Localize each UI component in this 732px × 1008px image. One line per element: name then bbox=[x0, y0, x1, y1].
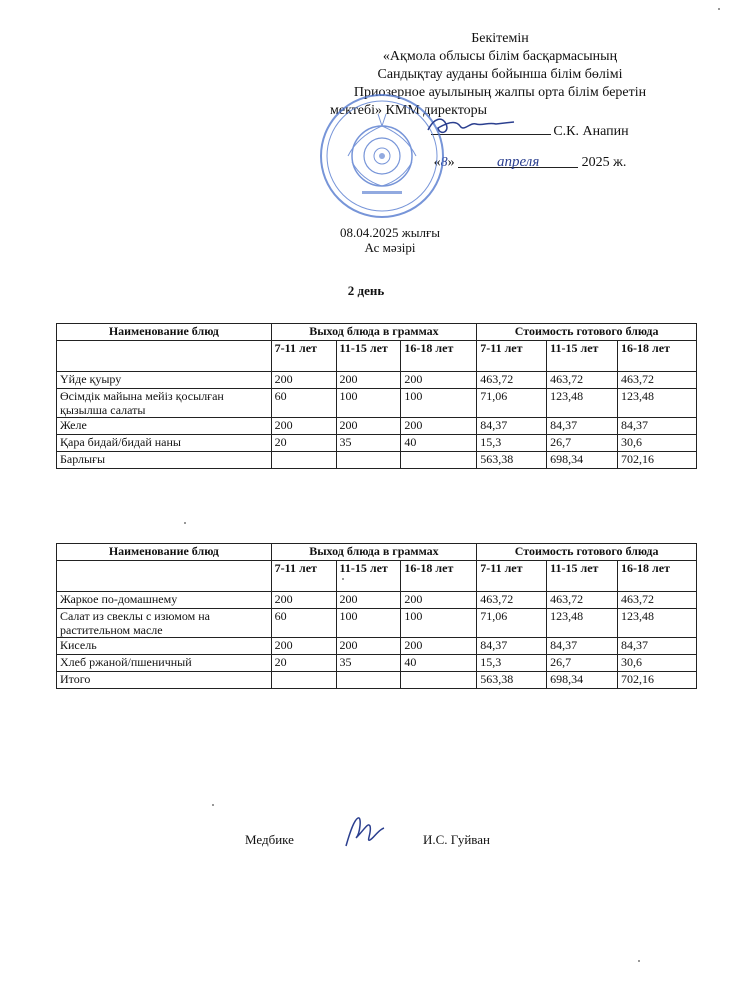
cost-cell: 84,37 bbox=[618, 418, 697, 435]
yield-cell: 100 bbox=[401, 389, 477, 418]
empty-cell bbox=[271, 672, 336, 689]
yield-cell: 200 bbox=[401, 418, 477, 435]
cost-cell: 123,48 bbox=[618, 609, 697, 638]
dish-name: Өсімдік майына мейіз қосылған қызылша салаты bbox=[57, 389, 272, 418]
yield-cell: 60 bbox=[271, 389, 336, 418]
yield-cell: 60 bbox=[271, 609, 336, 638]
director-name: С.К. Анапин bbox=[553, 124, 629, 139]
approval-org-line-3: Приозерное ауылының жалпы орта білім беретін bbox=[353, 85, 647, 100]
table-row bbox=[57, 389, 697, 418]
dish-name: Салат из свеклы с изюмом на растительном масле bbox=[57, 609, 272, 638]
header-age: 16-18 лет bbox=[401, 341, 477, 372]
menu-table-kz bbox=[56, 323, 697, 469]
table-row bbox=[57, 372, 697, 389]
total-cost-cell: 563,38 bbox=[477, 672, 547, 689]
header-age: 11-15 лет bbox=[336, 341, 401, 372]
table-row bbox=[57, 418, 697, 435]
yield-cell: 200 bbox=[401, 638, 477, 655]
total-cost-cell: 563,38 bbox=[477, 452, 547, 469]
header-yield: Выход блюда в граммах bbox=[271, 544, 477, 561]
cost-cell: 15,3 bbox=[477, 655, 547, 672]
header-dish: Наименование блюд bbox=[57, 544, 272, 561]
dish-name: Жаркое по-домашнему bbox=[57, 592, 272, 609]
cost-cell: 123,48 bbox=[547, 609, 618, 638]
approval-org-line-4: мектебі» КММ директоры bbox=[330, 103, 488, 118]
menu-table-ru bbox=[56, 543, 697, 689]
cost-cell: 463,72 bbox=[618, 592, 697, 609]
total-cost-cell: 698,34 bbox=[547, 452, 618, 469]
header-age: 16-18 лет bbox=[618, 561, 697, 592]
cost-cell: 463,72 bbox=[547, 592, 618, 609]
empty-cell bbox=[336, 672, 401, 689]
yield-cell: 200 bbox=[336, 418, 401, 435]
total-cost-cell: 702,16 bbox=[618, 672, 697, 689]
cost-cell: 84,37 bbox=[618, 638, 697, 655]
date-year: 2025 ж. bbox=[581, 155, 627, 170]
yield-cell: 200 bbox=[271, 418, 336, 435]
cost-cell: 463,72 bbox=[618, 372, 697, 389]
scan-speck bbox=[184, 522, 186, 524]
document-title: Ас мәзірі bbox=[364, 240, 416, 255]
yield-cell: 100 bbox=[336, 389, 401, 418]
date-quote-open: « bbox=[433, 155, 441, 170]
cost-cell: 463,72 bbox=[547, 372, 618, 389]
scan-speck bbox=[638, 960, 640, 962]
yield-cell: 200 bbox=[271, 638, 336, 655]
header-age: 11-15 лет bbox=[547, 561, 618, 592]
total-label: Итого bbox=[57, 672, 272, 689]
approval-org-line-1: «Ақмола облысы білім басқармасының bbox=[382, 49, 618, 64]
header-age: 7-11 лет bbox=[477, 341, 547, 372]
empty-cell bbox=[401, 672, 477, 689]
yield-cell: 200 bbox=[336, 592, 401, 609]
yield-cell: 40 bbox=[401, 435, 477, 452]
day-title: 2 день bbox=[347, 283, 385, 298]
cost-cell: 26,7 bbox=[547, 655, 618, 672]
yield-cell: 200 bbox=[271, 592, 336, 609]
cost-cell: 26,7 bbox=[547, 435, 618, 452]
dish-name: Қара бидай/бидай наны bbox=[57, 435, 272, 452]
header-age: 16-18 лет bbox=[618, 341, 697, 372]
header-age: 11-15 лет bbox=[336, 561, 401, 592]
dish-name: Хлеб ржаной/пшеничный bbox=[57, 655, 272, 672]
nurse-signature bbox=[340, 812, 388, 852]
cost-cell: 84,37 bbox=[547, 418, 618, 435]
table-row bbox=[57, 435, 697, 452]
header-dish: Наименование блюд bbox=[57, 324, 272, 341]
empty-cell bbox=[271, 452, 336, 469]
yield-cell: 40 bbox=[401, 655, 477, 672]
cost-cell: 15,3 bbox=[477, 435, 547, 452]
dish-name: Үйде қуыру bbox=[57, 372, 272, 389]
approval-org-line-2: Сандықтау ауданы бойынша білім бөлімі bbox=[377, 67, 623, 82]
document-date-block bbox=[335, 225, 445, 255]
yield-cell: 20 bbox=[271, 655, 336, 672]
cost-cell: 30,6 bbox=[618, 435, 697, 452]
scan-speck bbox=[342, 578, 344, 580]
cost-cell: 463,72 bbox=[477, 592, 547, 609]
table-row bbox=[57, 609, 697, 638]
table-row bbox=[57, 638, 697, 655]
date-underline bbox=[458, 153, 578, 168]
yield-cell: 35 bbox=[336, 655, 401, 672]
header-cost: Стоимость готового блюда bbox=[477, 324, 697, 341]
yield-cell: 100 bbox=[336, 609, 401, 638]
cost-cell: 123,48 bbox=[618, 389, 697, 418]
yield-cell: 35 bbox=[336, 435, 401, 452]
header-cost: Стоимость готового блюда bbox=[477, 544, 697, 561]
yield-cell: 20 bbox=[271, 435, 336, 452]
header-yield: Выход блюда в граммах bbox=[271, 324, 477, 341]
date-quote-close: » bbox=[447, 155, 455, 170]
table-row bbox=[57, 592, 697, 609]
header-age: 7-11 лет bbox=[271, 341, 336, 372]
total-row bbox=[57, 672, 697, 689]
cost-cell: 30,6 bbox=[618, 655, 697, 672]
cost-cell: 463,72 bbox=[477, 372, 547, 389]
header-age: 11-15 лет bbox=[547, 341, 618, 372]
yield-cell: 100 bbox=[401, 609, 477, 638]
cost-cell: 123,48 bbox=[547, 389, 618, 418]
empty-cell bbox=[336, 452, 401, 469]
approval-title: Бекітемін bbox=[471, 31, 529, 46]
scan-speck bbox=[718, 8, 720, 10]
cost-cell: 71,06 bbox=[477, 609, 547, 638]
table-row bbox=[57, 655, 697, 672]
dish-name: Желе bbox=[57, 418, 272, 435]
director-signature bbox=[426, 112, 516, 142]
header-empty bbox=[57, 561, 272, 592]
cost-cell: 84,37 bbox=[477, 638, 547, 655]
cost-cell: 84,37 bbox=[547, 638, 618, 655]
yield-cell: 200 bbox=[336, 638, 401, 655]
total-cost-cell: 702,16 bbox=[618, 452, 697, 469]
document-date: 08.04.2025 жылғы bbox=[339, 225, 441, 240]
total-cost-cell: 698,34 bbox=[547, 672, 618, 689]
cost-cell: 71,06 bbox=[477, 389, 547, 418]
date-month: апреля bbox=[497, 154, 540, 170]
header-empty bbox=[57, 341, 272, 372]
yield-cell: 200 bbox=[271, 372, 336, 389]
header-age: 16-18 лет bbox=[401, 561, 477, 592]
total-label: Барлығы bbox=[57, 452, 272, 469]
nurse-name: И.С. Гуйван bbox=[423, 832, 490, 847]
total-row bbox=[57, 452, 697, 469]
date-day: 8 bbox=[440, 155, 448, 170]
cost-cell: 84,37 bbox=[477, 418, 547, 435]
empty-cell bbox=[401, 452, 477, 469]
header-age: 7-11 лет bbox=[271, 561, 336, 592]
nurse-role: Медбике bbox=[245, 832, 294, 847]
yield-cell: 200 bbox=[401, 592, 477, 609]
dish-name: Кисель bbox=[57, 638, 272, 655]
yield-cell: 200 bbox=[401, 372, 477, 389]
header-age: 7-11 лет bbox=[477, 561, 547, 592]
scan-speck bbox=[212, 804, 214, 806]
yield-cell: 200 bbox=[336, 372, 401, 389]
